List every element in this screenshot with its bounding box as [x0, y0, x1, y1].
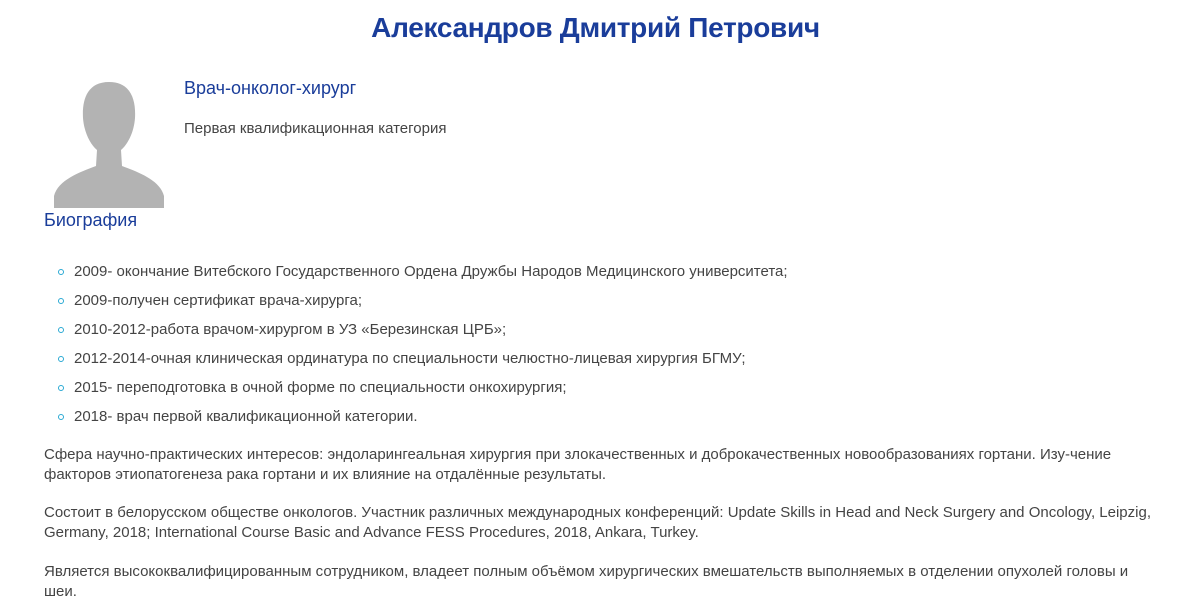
list-item-text: 2012-2014-очная клиническая ординатура по специальности челюстно-лицевая хирургия БГМУ;	[74, 350, 746, 367]
list-item	[58, 320, 788, 349]
list-item	[58, 349, 788, 378]
person-silhouette-icon	[50, 74, 168, 208]
list-item-text: 2009- окончание Витебского Государственного Ордена Дружбы Народов Медицинского университета;	[74, 263, 788, 280]
research-interests-paragraph: Сфера научно-практических интересов: эндоларингеальная хирургия при злокачественных и доброкачественных новообразованиях гортани. Изу-чение факторов этиопатогенеза рака гортани и их влияние на отдалённые результаты.	[44, 446, 1112, 483]
list-item	[58, 262, 788, 291]
circle-bullet-icon	[58, 414, 64, 420]
biography-heading: Биография	[44, 210, 138, 230]
list-item-text: 2018- врач первой квалификационной категории.	[74, 408, 418, 425]
doctor-specialty: Врач-онколог-хирург	[184, 78, 357, 98]
circle-bullet-icon	[58, 298, 64, 304]
qualification-paragraph: Является высококвалифицированным сотрудником, владеет полным объёмом хирургических вмешательств выполняемых в отделении опухолей головы и шеи.	[44, 563, 1129, 600]
list-item-text: 2009-получен сертификат врача-хирурга;	[74, 292, 362, 309]
circle-bullet-icon	[58, 356, 64, 362]
circle-bullet-icon	[58, 327, 64, 333]
circle-bullet-icon	[58, 269, 64, 275]
memberships-paragraph: Состоит в белорусском обществе онкологов. Участник различных международных конференций: Update Skills in Head and Neck Surgery and Oncology, Leipzig, Germany, 2018; International Course Basic and Advance FESS Procedures, 2018, Ankara, Turkey.	[44, 504, 1151, 541]
list-item	[58, 291, 788, 320]
circle-bullet-icon	[58, 385, 64, 391]
list-item-text: 2010-2012-работа врачом-хирургом в УЗ «Березинская ЦРБ»;	[74, 321, 507, 338]
qualification-category: Первая квалификационная категория	[184, 120, 447, 137]
list-item	[58, 378, 788, 407]
list-item	[58, 407, 788, 436]
avatar	[50, 74, 168, 208]
biography-list	[58, 262, 788, 436]
page-title: Александров Дмитрий Петрович	[371, 12, 820, 43]
list-item-text: 2015- переподготовка в очной форме по специальности онкохирургия;	[74, 379, 567, 396]
